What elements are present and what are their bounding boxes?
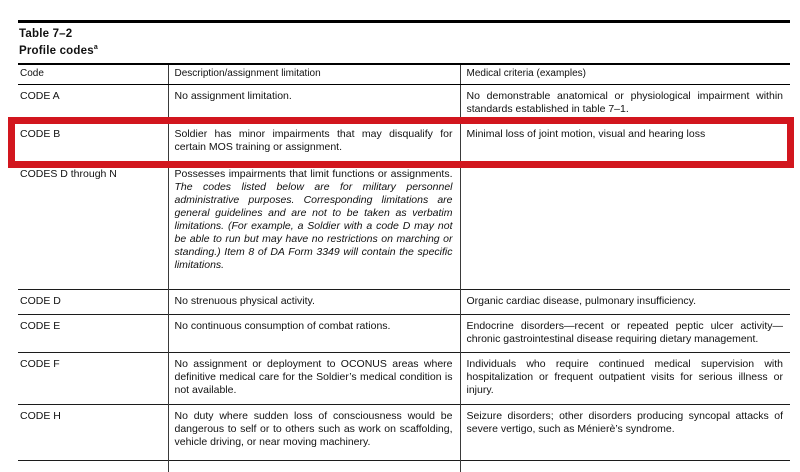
table-title-number: Table 7–2 xyxy=(19,28,73,40)
cell-code: CODE H xyxy=(18,404,168,460)
column-header-code: Code xyxy=(18,64,168,85)
cell-description: Soldier has minor impairments that may disqualify for certain MOS training or assignment. xyxy=(168,122,460,162)
cell-code: CODE E xyxy=(18,314,168,352)
table-row-code-a xyxy=(18,84,790,122)
column-header-criteria: Medical criteria (examples) xyxy=(460,64,790,85)
cell-description: No assignment or deployment to OCONUS areas where definitive medical care for the Soldier’s medical condition is not available. xyxy=(168,352,460,404)
cell-description: No duty where sudden loss of consciousness would be dangerous to self or to others such as work on scaffolding, vehicle driving, or near moving machinery. xyxy=(168,404,460,460)
table-title-name-text: Profile codes xyxy=(19,44,94,57)
table-row-code-d xyxy=(18,289,790,314)
cell-criteria xyxy=(460,162,790,289)
cell-criteria: Organic cardiac disease, pulmonary insufficiency. xyxy=(460,289,790,314)
description-regular-text: Possesses impairments that limit functions or assignments. xyxy=(174,167,453,180)
profile-codes-table xyxy=(18,63,790,472)
cell-criteria: Minimal loss of joint motion, visual and hearing loss xyxy=(460,122,790,162)
table-row-code-h xyxy=(18,404,790,460)
table-row-partial-bottom xyxy=(18,460,790,472)
table-title-block xyxy=(18,23,790,63)
cell-code: CODE B xyxy=(18,122,168,162)
cell-criteria: No demonstrable anatomical or physiological impairment within standards established in table 7–1. xyxy=(460,84,790,122)
column-header-description: Description/assignment limitation xyxy=(168,64,460,85)
cell-code: CODE D xyxy=(18,289,168,314)
cell-code: CODES D through N xyxy=(18,162,168,289)
table-row-code-b xyxy=(18,122,790,162)
cell-code: CODE A xyxy=(18,84,168,122)
table-title-name xyxy=(19,41,790,58)
cell-code: CODE F xyxy=(18,352,168,404)
footnote-marker: a xyxy=(93,44,98,51)
document xyxy=(18,20,790,472)
cell-description: No continuous consumption of combat rations. xyxy=(168,314,460,352)
cell-description: No strenuous physical activity. xyxy=(168,289,460,314)
cell-description xyxy=(168,162,460,289)
table-row-codes-d-through-n xyxy=(18,162,790,289)
cell-criteria: Individuals who require continued medical supervision with hospitalization or frequent outpatient visits for serious illness or injury. xyxy=(460,352,790,404)
header-row xyxy=(18,64,790,85)
cell-description: No assignment limitation. xyxy=(168,84,460,122)
table-row-code-f xyxy=(18,352,790,404)
table-row-code-e xyxy=(18,314,790,352)
description-italic-text: The codes listed below are for military personnel administrative purposes. Corresponding limitations are general guidelines and are not to be taken as verbatim limitations. (For example, a Soldier with a code D may not be able to run but may have no restrictions on marching or standing.) Item 8 of DA Form 3349 will contain the specific limitations. xyxy=(174,180,453,271)
cell-criteria: Endocrine disorders—recent or repeated peptic ulcer activity—chronic gastrointestinal disease requiring dietary management. xyxy=(460,314,790,352)
cell-criteria: Seizure disorders; other disorders producing syncopal attacks of severe vertigo, such as Ménierè’s syndrome. xyxy=(460,404,790,460)
